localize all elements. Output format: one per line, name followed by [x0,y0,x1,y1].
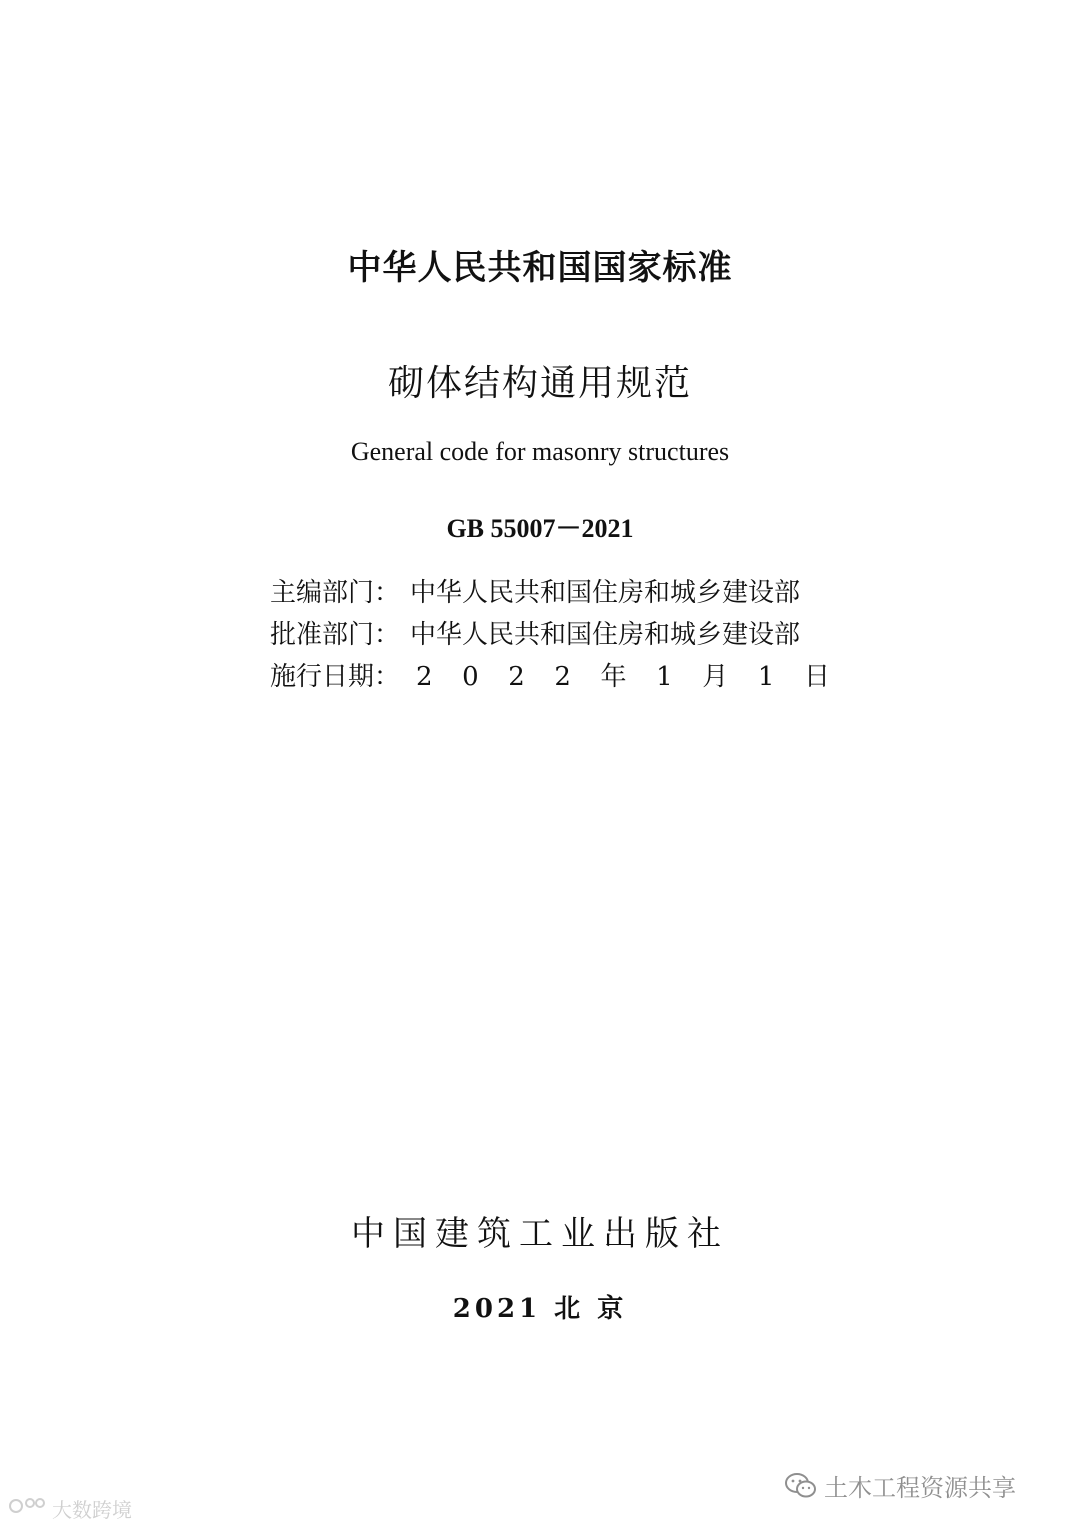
approver-value: 中华人民共和国住房和城乡建设部 [410,620,801,650]
document-title-cn: 砌体结构通用规范 [387,363,692,404]
approver-row [270,614,830,656]
date-value [410,656,830,698]
date-char: 1 [656,662,673,692]
date-row [270,656,830,698]
left-watermark [8,1494,132,1523]
publisher-name: 中国建筑工业出版社 [351,1214,729,1254]
wechat-icon [784,1471,818,1501]
date-char: 2 [416,662,433,692]
date-label: 施行日期： [270,662,401,692]
editor-row [270,572,830,614]
publication-place-year: 2021 北 京 [452,1294,628,1324]
standard-code: GB 55007－2021 [446,514,634,543]
date-char: 0 [462,662,479,692]
logo-icon [8,1495,48,1522]
date-char: 年 [600,662,627,692]
date-char: 2 [554,662,571,692]
date-char: 日 [803,662,830,692]
right-watermark [784,1468,1016,1503]
meta-block [270,572,830,698]
date-char: 2 [508,662,525,692]
document-title-en: General code for masonry structures [350,437,730,466]
standard-type-heading: 中华人民共和国国家标准 [347,248,733,288]
editor-value: 中华人民共和国住房和城乡建设部 [410,578,801,608]
date-char: 月 [702,662,729,692]
editor-label: 主编部门： [270,578,401,608]
approver-label: 批准部门： [270,620,401,650]
left-watermark-text: 大数跨境 [52,1498,132,1522]
right-watermark-text: 土木工程资源共享 [824,1474,1016,1502]
date-char: 1 [757,662,775,692]
